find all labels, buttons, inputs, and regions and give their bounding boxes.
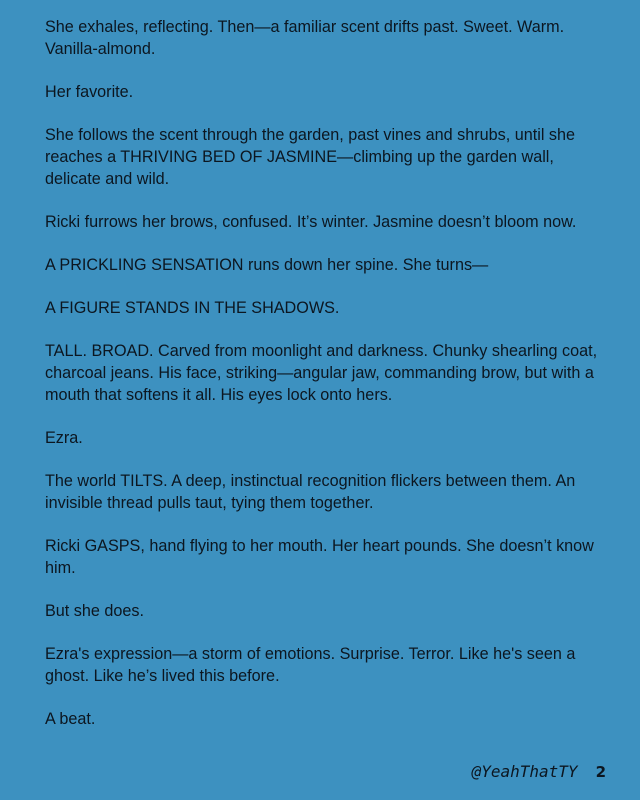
paragraph: A beat. [45, 710, 96, 728]
story-text [45, 16, 610, 751]
paragraph: She exhales, reflecting. Then—a familiar scent drifts past. Sweet. Warm. Vanilla-almond. [45, 18, 565, 58]
paragraph: Ricki furrows her brows, confused. It’s winter. Jasmine doesn’t bloom now. [45, 213, 577, 231]
paragraph: Ricki GASPS, hand flying to her mouth. Her heart pounds. She doesn’t know him. [45, 537, 594, 577]
paragraph: But she does. [45, 602, 144, 620]
page-number: 2 [595, 763, 606, 781]
paragraph: A PRICKLING SENSATION runs down her spine. She turns— [45, 256, 489, 274]
paragraph: Her favorite. [45, 83, 134, 101]
page-footer [472, 762, 606, 781]
paragraph: TALL. BROAD. Carved from moonlight and darkness. Chunky shearling coat, charcoal jeans. His face, striking—angular jaw, commanding brow, but with a mouth that softens it all. His eyes lock onto hers. [45, 342, 598, 404]
paragraph: She follows the scent through the garden, past vines and shrubs, until she reaches a THRIVING BED OF JASMINE—climbing up the garden wall, delicate and wild. [45, 126, 576, 188]
paragraph: Ezra. [45, 429, 83, 447]
paragraph: A FIGURE STANDS IN THE SHADOWS. [45, 299, 340, 317]
author-handle: @YeahThatTY [471, 762, 578, 781]
paragraph: Ezra's expression—a storm of emotions. Surprise. Terror. Like he's seen a ghost. Like he’s lived this before. [45, 645, 576, 685]
paragraph: The world TILTS. A deep, instinctual recognition flickers between them. An invisible thread pulls taut, tying them together. [45, 472, 576, 512]
